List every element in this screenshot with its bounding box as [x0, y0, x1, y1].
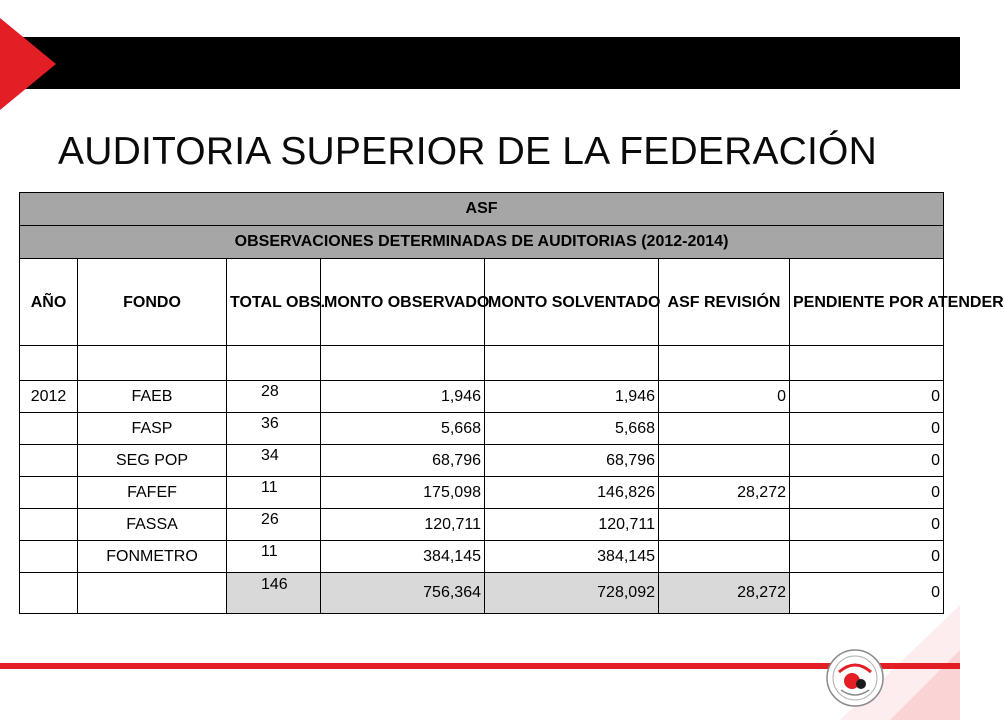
total-asf-revision: 28,272	[659, 573, 790, 614]
cell-monto-observado: 1,946	[321, 381, 485, 413]
cell-asf-revision: 0	[659, 381, 790, 413]
col-header-anio: AÑO	[20, 259, 78, 346]
cell-pendiente: 0	[790, 381, 944, 413]
cell-monto-observado: 5,668	[321, 413, 485, 445]
cell-fondo: FASP	[78, 413, 227, 445]
top-black-bar	[0, 37, 960, 89]
column-header-row	[20, 259, 944, 346]
cell-anio	[20, 477, 78, 509]
page-title: AUDITORIA SUPERIOR DE LA FEDERACIÓN	[58, 130, 877, 173]
total-monto-solventado: 728,092	[485, 573, 659, 614]
institutional-seal-icon	[825, 648, 885, 708]
cell-monto-observado: 384,145	[321, 541, 485, 573]
total-monto-observado: 756,364	[321, 573, 485, 614]
cell-anio	[20, 541, 78, 573]
table-header-asf: ASF	[20, 193, 944, 226]
cell-fondo: FASSA	[78, 509, 227, 541]
cell-total-obs: 26	[227, 509, 321, 541]
cell-pendiente: 0	[790, 541, 944, 573]
cell-total-obs: 34	[227, 445, 321, 477]
cell-pendiente: 0	[790, 445, 944, 477]
cell-anio	[20, 445, 78, 477]
table-row	[20, 509, 944, 541]
table-row	[20, 413, 944, 445]
col-header-monto-observado: MONTO OBSERVADO	[321, 259, 485, 346]
cell-fondo: SEG POP	[78, 445, 227, 477]
cell-anio	[20, 509, 78, 541]
cell-total-obs: 11	[227, 541, 321, 573]
cell-monto-solventado: 120,711	[485, 509, 659, 541]
red-triangle-decoration	[0, 18, 56, 110]
cell-monto-solventado: 146,826	[485, 477, 659, 509]
col-header-pendiente: PENDIENTE POR ATENDER	[790, 259, 944, 346]
col-header-total-obs: TOTAL OBS.	[227, 259, 321, 346]
observations-table	[19, 192, 1004, 614]
table-row	[20, 381, 944, 413]
total-pendiente: 0	[790, 573, 944, 614]
cell-anio: 2012	[20, 381, 78, 413]
cell-anio	[20, 413, 78, 445]
total-anio	[20, 573, 78, 614]
table-header-observations: OBSERVACIONES DETERMINADAS DE AUDITORIAS (2012-2014)	[20, 226, 944, 259]
cell-monto-observado: 175,098	[321, 477, 485, 509]
cell-total-obs: 28	[227, 381, 321, 413]
cell-monto-solventado: 5,668	[485, 413, 659, 445]
cell-monto-solventado: 1,946	[485, 381, 659, 413]
cell-pendiente: 0	[790, 477, 944, 509]
cell-fondo: FAEB	[78, 381, 227, 413]
cell-total-obs: 36	[227, 413, 321, 445]
table-row	[20, 477, 944, 509]
total-obs: 146	[227, 573, 321, 614]
col-header-monto-solventado: MONTO SOLVENTADO	[485, 259, 659, 346]
cell-monto-observado: 120,711	[321, 509, 485, 541]
cell-fondo: FAFEF	[78, 477, 227, 509]
cell-monto-observado: 68,796	[321, 445, 485, 477]
cell-asf-revision: 28,272	[659, 477, 790, 509]
table-row	[20, 445, 944, 477]
cell-asf-revision	[659, 445, 790, 477]
cell-asf-revision	[659, 413, 790, 445]
cell-fondo: FONMETRO	[78, 541, 227, 573]
cell-pendiente: 0	[790, 413, 944, 445]
blank-row	[20, 346, 944, 381]
table-row	[20, 541, 944, 573]
cell-monto-solventado: 68,796	[485, 445, 659, 477]
col-header-asf-revision: ASF REVISIÓN	[659, 259, 790, 346]
cell-asf-revision	[659, 509, 790, 541]
cell-pendiente: 0	[790, 509, 944, 541]
cell-asf-revision	[659, 541, 790, 573]
col-header-fondo: FONDO	[78, 259, 227, 346]
total-fondo	[78, 573, 227, 614]
cell-monto-solventado: 384,145	[485, 541, 659, 573]
cell-total-obs: 11	[227, 477, 321, 509]
